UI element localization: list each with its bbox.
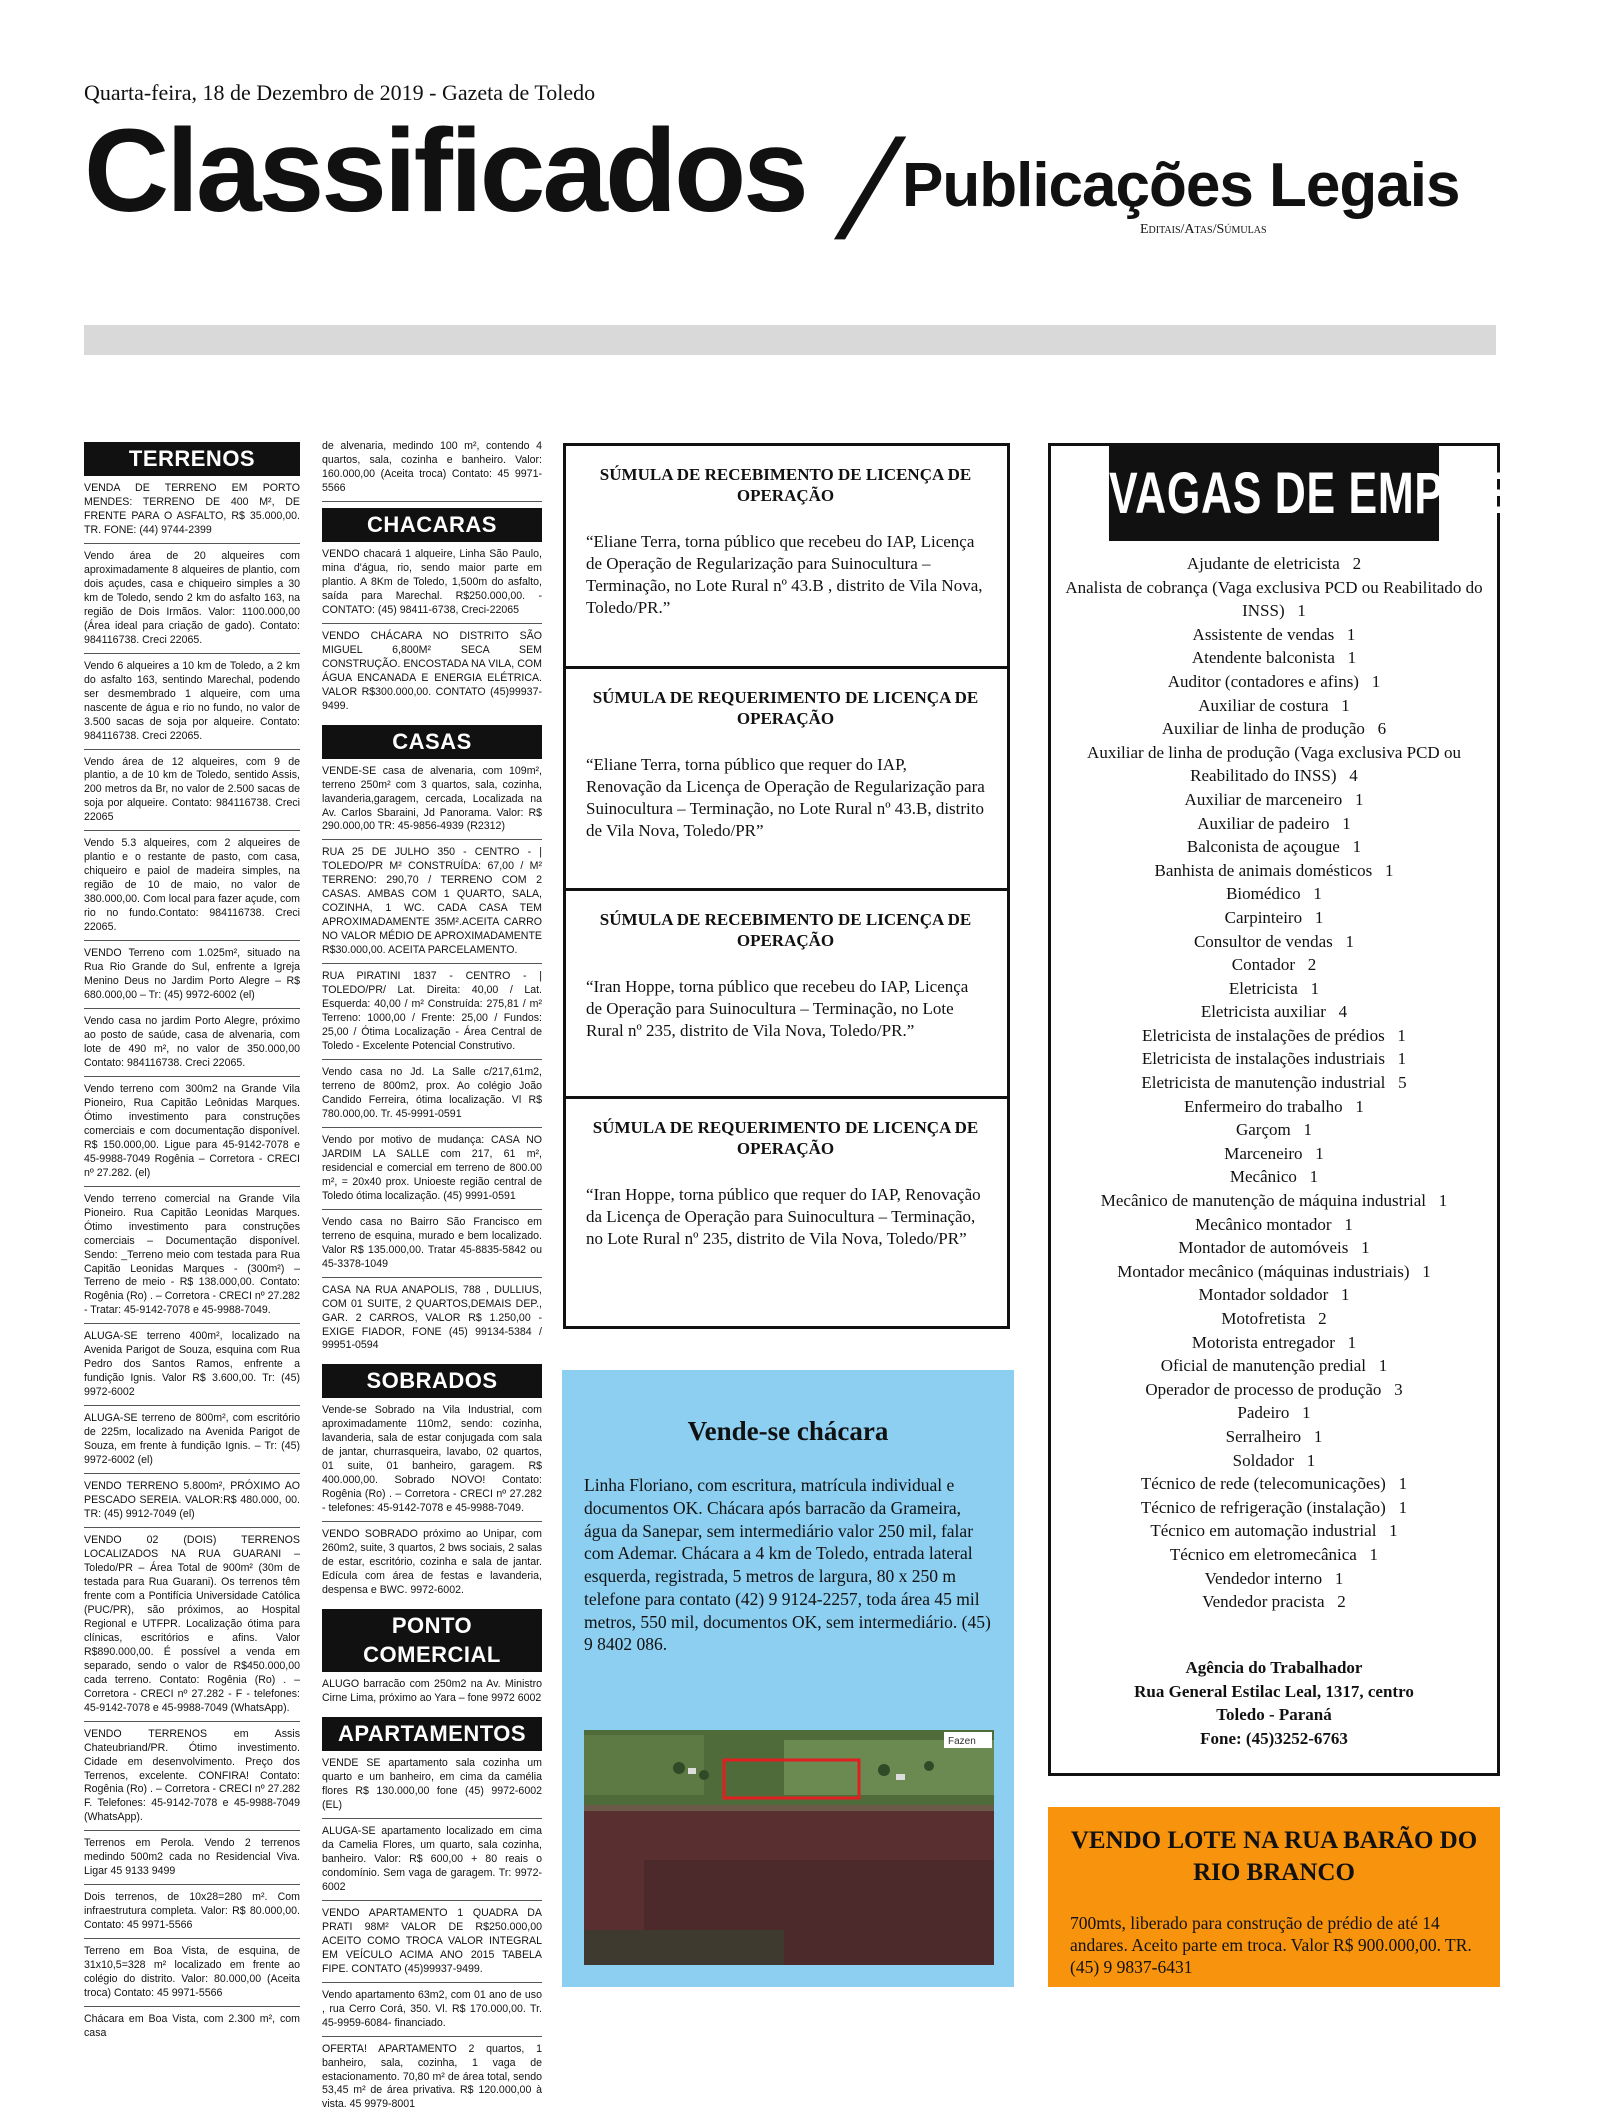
job-vacancy-item: Analista de cobrança (Vaga exclusiva PCD ou Reabilitado do INSS) 1: [1065, 577, 1487, 621]
job-vacancy-item: Eletricista 1: [1228, 978, 1320, 998]
sumula-text: “Eliane Terra, torna público que recebeu do IAP, Licença de Operação de Regularização para Suinocultura – Terminação, no Lote Rural nº 43.B , distrito de Vila Nova, Toledo/PR.”: [586, 531, 983, 617]
classified-ad: Vendo casa no Bairro São Francisco em terreno de esquina, murado e bem localizado. Valor R$ 135.000,00. Tratar 45-8835-5842 ou 45-3378-1049: [322, 1216, 542, 1278]
job-vacancy-item: Eletricista auxiliar 4: [1200, 1002, 1348, 1022]
job-vacancy-item: Auditor (contadores e afins) 1: [1167, 671, 1381, 691]
lote-text: 700mts, liberado para construção de prédio de até 14 andares. Aceito parte em troca. Valor R$ 900.000,00. TR. (45) 9 9837-6431: [1070, 1913, 1472, 1977]
classified-ad: Terreno em Boa Vista, de esquina, de 31x10,5=328 m² localizado em frente ao colégio do distrito. Valor: 80.000,00 (Aceita troca) Contato: 45 9971-5566: [84, 1945, 300, 2007]
job-vacancy-item: Serralheiro 1: [1225, 1426, 1323, 1446]
job-vacancy-item: Auxiliar de marceneiro 1: [1184, 789, 1364, 809]
classified-ad: VENDO 02 (DOIS) TERRENOS LOCALIZADOS NA RUA GUARANI – Toledo/PR – Área Total de 900m² (30m de testada para Rua Guarani). Os terrenos têm frente com a Pontifícia Universidade Católica (PUC/PR), são próximos, ao Hospital Regional e UTFPR. Localização ótima para clínicas, escritórios e afins. Valor R$890.000,00. É possível a venda em separado, sendo o valor de R$450.000,00 cada terreno. Contato: Rogênia (Ro) . – Corretora - CRECI nº 27.282 - F - telefones: 45-9142-7078 e 45-9988-7049 (WhatsApp).: [84, 1534, 300, 1722]
classified-ad: ALUGA-SE apartamento localizado em cima da Camelia Flores, um quarto, sala cozinha, banheiro. Valor: R$ 600,00 + 80 reais o condomínio. Sem vaga de garagem. Tr: 9972-6002: [322, 1825, 542, 1901]
agency-name: Agência do Trabalhador: [1185, 1658, 1363, 1677]
job-vacancy-item: Mecânico de manutenção de máquina industrial 1: [1100, 1191, 1448, 1211]
job-vacancy-item: Técnico em eletromecânica 1: [1169, 1544, 1379, 1564]
job-vacancy-item: Auxiliar de linha de produção (Vaga exclusiva PCD ou Reabilitado do INSS) 4: [1087, 742, 1466, 786]
classified-ad: RUA PIRATINI 1837 - CENTRO - | TOLEDO/PR/ Lat. Direita: 40,00 / Lat. Esquerda: 40,00 / m² Construída: 275,81 / m² Terreno: 1000,00 / Frente: 25,00 / Fundos: 25,00 / Ótima Localização - Área Central de Toledo - Excelente Potencial Construtivo.: [322, 970, 542, 1060]
classified-ad: Vendo 5.3 alqueires, com 2 alqueires de plantio e o restante de pasto, com casa, chiqueiro e paiol de madeira simples, na região de 10 de maio, no valor de 380.000,00. Com local para fazer açude, com rio no fundo.Contato: 984116738. Creci 22065.: [84, 837, 300, 941]
job-vacancy-item: Mecânico montador 1: [1195, 1214, 1353, 1234]
classified-ad: de alvenaria, medindo 100 m², contendo 4 quartos, sala, cozinha e banheiro. Valor: 160.000,00 (Aceita troca) Contato: 45 9971-5566: [322, 440, 542, 502]
job-vacancy-item: Auxiliar de costura 1: [1198, 695, 1350, 715]
apartamentos-list: [322, 1757, 542, 2117]
category-header-ponto-comercial: PONTO COMERCIAL: [322, 1609, 542, 1672]
classified-ad: Vendo terreno com 300m2 na Grande Vila Pioneiro, Rua Capitão Leônidas Marques. Ótimo investimento para construções comerciais e com documentação disponível. R$ 150.000,00. Ligue para 45-9142-7078 e 45-9988-7049 Rogênia – Corretora - CRECI nº 27.282. (el): [84, 1083, 300, 1187]
sumula-notice: [566, 446, 1007, 669]
classified-ad: Vendo casa no Jd. La Salle c/217,61m2, terreno de 800m2, prox. Ao colégio João Candido Ferreira, ótima localização. Vl R$ 780.000,00. Tr. 45-9991-0591: [322, 1066, 542, 1128]
job-vacancy-item: Banhista de animais domésticos 1: [1154, 860, 1394, 880]
vende-se-chacara-ad: [562, 1370, 1014, 1987]
sumula-notice: [566, 669, 1007, 891]
agency-phone: Fone: (45)3252-6763: [1200, 1728, 1348, 1748]
classified-ad: VENDO TERRENO 5.800m², PRÓXIMO AO PESCADO SEREIA. VALOR:R$ 480.000, 00. TR: (45) 9912-7049 (el): [84, 1480, 300, 1528]
classified-ad: Vendo 6 alqueires a 10 km de Toledo, a 2 km do asfalto 163, sentindo Marechal, podendo ser desmembrado 1 alqueire, com uma nascente de água e rio no fundo, no valor de 3.500 sacas de soja por alqueire. Contato: 984116738. Creci 22065.: [84, 660, 300, 750]
sumula-notice: [566, 891, 1007, 1099]
job-vacancy-item: Padeiro 1: [1237, 1403, 1311, 1423]
job-vacancy-item: Mecânico 1: [1229, 1167, 1319, 1187]
category-header-apartamentos: APARTAMENTOS: [322, 1717, 542, 1751]
classified-ad: Vende-se Sobrado na Vila Industrial, com aproximadamente 110m2, sendo: cozinha, lavanderia, sala de estar conjugada com sala de jantar, churrasqueira, lavabo, 02 quartos, 01 suite, 01 banheiro, garagem. R$ 400.000,00. Sobrado NOVO! Contato: Rogênia (Ro) . – Corretora - CRECI nº 27.282 - telefones: 45-9142-7078 e 45-9988-7049.: [322, 1404, 542, 1522]
agency-address: Rua General Estilac Leal, 1317, centro: [1134, 1681, 1414, 1701]
header-divider-bar: [84, 325, 1496, 355]
sumula-title: SÚMULA DE REQUERIMENTO DE LICENÇA DE OPERAÇÃO: [592, 688, 979, 729]
job-vacancy-item: Motofretista 2: [1221, 1309, 1327, 1328]
classified-ad: Dois terrenos, de 10x28=280 m². Com infraestrutura completa. Valor: R$ 80.000,00. Contato: 45 9971-5566: [84, 1891, 300, 1939]
classified-ad: ALUGA-SE terreno de 800m², com escritório de 225m, localizado na Avenida Parigot de Souza, em frente à fundição Ignis. – Tr: (45) 9972-6002 (el): [84, 1412, 300, 1474]
vende-se-title: Vende-se chácara: [687, 1416, 889, 1446]
category-header-chacaras: CHACARAS: [322, 508, 542, 542]
classified-ad: Vendo terreno comercial na Grande Vila Pioneiro. Rua Capitão Leonidas Marques. Ótimo investimento para construções comerciais – Documentação disponível. Sendo: _Terreno meio com testada para Rua Capitão Leonidas Marques - (300m²) – Terreno de meio - R$ 138.000,00. Contato: Rogênia (Ro) . – Corretora - CRECI nº 27.282 - Tratar: 45-9142-7078 e 45-9988-7049.: [84, 1193, 300, 1325]
classified-ad: VENDO APARTAMENTO 1 QUADRA DA PRATI 98M² VALOR DE R$250.000,00 ACEITO COMO TROCA VALOR INTEGRAL EM VEÍCULO ACIMA ANO 2015 TABELA FIPE. CONTATO (45)99937-9499.: [322, 1907, 542, 1983]
job-vacancy-item: Técnico em automação industrial 1: [1150, 1521, 1398, 1541]
sumula-text: “Iran Hoppe, torna público que recebeu do IAP, Licença de Operação para Suinocultura – Terminação, no Lote Rural nº 235, distrito de Vila Nova, Toledo/PR.”: [586, 976, 969, 1040]
classified-ad: Vendo área de 12 alqueires, com 9 de plantio, a de 10 km de Toledo, sentido Assis, 200 metros da Br, no valor de 2.500 sacas de soja por alqueire. Contato: 984116738. Creci 22065: [84, 756, 300, 832]
terrenos-list: [84, 482, 300, 2046]
classified-ad: Vendo casa no jardim Porto Alegre, próximo ao posto de saúde, casa de alvenaria, com lote de 490 m², no valor de 350.000,00 Contato: 984116738. Creci 22065.: [84, 1015, 300, 1077]
ponto-comercial-list: [322, 1678, 542, 1711]
classified-ad: VENDO TERRENOS em Assis Chateubriand/PR. Ótimo investimento. Cidade em desenvolvimento. Preço dos Terrenos, excelente. CONFIRA! Contato: Rogênia (Ro) . – Corretora - CRECI nº 27.282 F. Telefones: 45-9142-7078 e 45-9988-7049 (WhatsApp).: [84, 1728, 300, 1832]
classified-ad: ALUGO barracão com 250m2 na Av. Ministro Cirne Lima, próximo ao Yara – fone 9972 6002: [322, 1678, 542, 1705]
job-vacancy-item: Operador de processo de produção 3: [1145, 1379, 1403, 1399]
job-vacancy-item: Assistente de vendas 1: [1192, 624, 1356, 644]
classifieds-column-2: [322, 440, 542, 2123]
job-vacancy-item: Vendedor interno 1: [1204, 1568, 1344, 1588]
classified-ad: CASA NA RUA ANAPOLIS, 788 , DULLIUS, COM 01 SUITE, 2 QUARTOS,DEMAIS DEP., GAR. 2 CARROS, VALOR R$ 1.250,00 - EXIGE FIADOR, FONE (45) 99134-5384 / 99951-0594: [322, 1283, 542, 1352]
vagas-title: VAGAS DE EMPREGO: [1109, 446, 1439, 541]
vende-se-text: Linha Floriano, com escritura, matrícula individual e documentos OK. Chácara após barracão da Grameira, água da Sanepar, sem intermediário valor 250 mil, falar com Ademar. Chácara a 4 km de Toledo, entrada lateral esquerda, registrada, 5 metros de largura, 80 x 250 m telefone para contato (42) 9 9124-2257, toda área 45 mil metros, 550 mil, documentos OK, sem intermediário. (45) 9 8402 086.: [584, 1475, 991, 1655]
category-header-terrenos: TERRENOS: [84, 442, 300, 476]
vagas-footer: [1051, 1656, 1497, 1750]
category-header-sobrados: SOBRADOS: [322, 1364, 542, 1398]
classified-ad: VENDO chacará 1 alqueire, Linha São Paulo, mina d'água, rio, sendo maior parte em plantio. A 8Km de Toledo, 1,500m do asfalto, saída para Marechal. R$250.000,00. - CONTATO: (45) 98411-6738, Creci-22065: [322, 548, 542, 624]
classified-ad: Vendo apartamento 63m2, com 01 ano de uso , rua Cerro Corá, 350. Vl. R$ 170.000,00. Tr. 45-9959-6084- financiado.: [322, 1989, 542, 2037]
page-subtitle: Publicações Legais: [902, 151, 1460, 220]
job-vacancy-item: Montador de automóveis 1: [1178, 1238, 1370, 1258]
agency-city: Toledo - Paraná: [1216, 1705, 1332, 1724]
job-vacancy-item: Técnico de rede (telecomunicações) 1: [1140, 1474, 1408, 1494]
job-vacancy-item: Contador 2: [1231, 955, 1317, 975]
job-vacancy-item: Soldador 1: [1232, 1450, 1316, 1470]
classified-ad: VENDO Terreno com 1.025m², situado na Rua Rio Grande do Sul, enfrente a Igreja Menino Deus no Jardim Porto Alegre – R$ 680.000,00 – Tr: (45) 9972-6002 (el): [84, 947, 300, 1009]
classified-ad: VENDE-SE casa de alvenaria, com 109m², terreno 250m² com 3 quartos, sala, cozinha, lavanderia,garagem, cercada, Localizada na Av. Carlos Sbaraini, Jd Panorama. Valor: R$ 290.000,00 TR: 45-9856-4939 (R2312): [322, 765, 542, 841]
job-vacancy-item: Oficial de manutenção predial 1: [1160, 1356, 1388, 1376]
casas-list: [322, 765, 542, 1359]
job-vacancy-item: Marceneiro 1: [1224, 1143, 1324, 1163]
category-header-casas: CASAS: [322, 725, 542, 759]
classified-ad: Chácara em Boa Vista, com 2.300 m², com casa: [84, 2013, 300, 2040]
job-vacancy-item: Auxiliar de padeiro 1: [1197, 813, 1351, 833]
vagas-de-emprego-box: [1048, 443, 1574, 1776]
title-slash: /: [824, 111, 915, 268]
classified-ad: VENDO SOBRADO próximo ao Unipar, com 260m2, suite, 3 quartos, 2 bws sociais, 2 salas de estar, escritório, cozinha e sala de jantar. Edícula com área de festas e lavanderia, despensa e BWC. 9972-6002.: [322, 1528, 542, 1597]
classified-ad: RUA 25 DE JULHO 350 - CENTRO - | TOLEDO/PR M² CONSTRUÍDA: 67,00 / M² TERRENO: 290,70 / TERRENO COM 2 CASAS. AMBAS COM 1 QUARTO, SALA, COZINHA, 1 WC. CADA CASA TEM APROXIMADAMENTE 35M².ACEITA CARRO NO VALOR MÉDIO DE APROXIMADAMENTE R$30.000,00. ACEITA PARCELAMENTO.: [322, 846, 542, 964]
job-vacancy-item: Ajudante de eletricista 2: [1186, 554, 1362, 573]
vagas-list: [1059, 552, 1489, 1614]
job-vacancy-item: Motorista entregador 1: [1191, 1332, 1357, 1352]
job-vacancy-item: Atendente balconista 1: [1191, 648, 1357, 668]
classified-ad: VENDO CHÁCARA NO DISTRITO SÃO MIGUEL 6,800M² SECA SEM CONSTRUÇÃO. ENCOSTADA NA VILA, COM ÁGUA ENCANADA E ENERGIA ELÉTRICA. VALOR R$300.000,00. CONTATO (45)99937-9499.: [322, 629, 542, 712]
sumulas-box: [563, 443, 1010, 1329]
classified-ad: OFERTA! APARTAMENTO 2 quartos, 1 banheiro, sala, cozinha, 1 vaga de estacionamento. 70,80 m² de área total, sendo 53,45 m² de área privativa. R$ 120.000,00 à vista. 45 9979-8001: [322, 2042, 542, 2111]
job-vacancy-item: Técnico de refrigeração (instalação) 1: [1140, 1497, 1408, 1517]
job-vacancy-item: Balconista de açougue 1: [1186, 837, 1362, 857]
vendo-lote-ad: [1048, 1807, 1500, 1987]
lote-title: VENDO LOTE NA RUA BARÃO DO RIO BRANCO: [1070, 1827, 1478, 1886]
dateline: Quarta-feira, 18 de Dezembro de 2019 - Gazeta de Toledo: [84, 80, 596, 105]
job-vacancy-item: Eletricista de instalações industriais 1: [1141, 1049, 1407, 1069]
classified-ad: Vendo por motivo de mudança: CASA NO JARDIM LA SALLE com 217, 61 m², residencial e comercial em terreno de 800.00 m², = 20x40 prox. Unioeste região central de Toledo ótima localização. (45) 9991-0591: [322, 1134, 542, 1210]
chacaras-list: [322, 548, 542, 719]
sumula-text: “Iran Hoppe, torna público que requer do IAP, Renovação da Licença de Operação para Suinocultura – Terminação, no Lote Rural nº 235, distrito de Vila Nova, Toledo/PR”: [586, 1184, 981, 1248]
title-tagline: Editais/Atas/Súmulas: [1140, 222, 1267, 237]
classifieds-column-1: [84, 440, 300, 2052]
job-vacancy-item: Vendedor pracista 2: [1202, 1592, 1346, 1612]
sobrados-list: [322, 1404, 542, 1603]
classified-ad: VENDE SE apartamento sala cozinha um quarto e um banheiro, em cima da camélia flores R$ 130.000,00 fone (45) 9972-6002 (EL): [322, 1757, 542, 1819]
job-vacancy-item: Eletricista de manutenção industrial 5: [1141, 1073, 1407, 1093]
classified-ad: VENDA DE TERRENO EM PORTO MENDES: TERRENO DE 400 M², DE FRENTE PARA O ASFALTO, R$ 35.000,00. TR. FONE: (44) 9744-2399: [84, 482, 300, 544]
classified-ad: Terrenos em Perola. Vendo 2 terrenos medindo 500m2 cada no Residencial Viva. Ligar 45 9133 9499: [84, 1837, 300, 1885]
job-vacancy-item: Montador mecânico (máquinas industriais) 1: [1117, 1261, 1431, 1281]
job-vacancy-item: Garçom 1: [1235, 1120, 1312, 1140]
job-vacancy-item: Consultor de vendas 1: [1193, 931, 1355, 951]
sumula-title: SÚMULA DE RECEBIMENTO DE LICENÇA DE OPERAÇÃO: [599, 465, 972, 506]
map-label: Fazen: [948, 1736, 976, 1747]
classified-ad: ALUGA-SE terreno 400m², localizado na Avenida Parigot de Souza, esquina com Rua Pedro dos Santos Ramos, enfrente a fundição Ignis. Valor R$ 3.600,00. Tr: (45) 9972-6002: [84, 1330, 300, 1406]
job-vacancy-item: Auxiliar de linha de produção 6: [1161, 719, 1387, 739]
satellite-map-graphic: [584, 1730, 994, 1965]
sumula-notice: [566, 1099, 1007, 1326]
job-vacancy-item: Biomédico 1: [1226, 884, 1322, 904]
classified-ad: Vendo área de 20 alqueires com aproximadamente 8 alqueires de plantio, com dois açudes, casa e chiqueiro simples a 30 km de Toledo, sendo 2 km do asfalto 163, na região de Dois Irmãos. Valor: 1100.000,00 (Área ideal para criação de gado). Contato: 984116738. Creci 22065.: [84, 550, 300, 654]
job-vacancy-item: Eletricista de instalações de prédios 1: [1142, 1025, 1406, 1045]
job-vacancy-item: Enfermeiro do trabalho 1: [1184, 1096, 1364, 1116]
sumula-title: SÚMULA DE REQUERIMENTO DE LICENÇA DE OPERAÇÃO: [592, 1118, 979, 1159]
job-vacancy-item: Montador soldador 1: [1198, 1285, 1350, 1305]
sumula-text: “Eliane Terra, torna público que requer do IAP, Renovação da Licença de Operação de Regularização para Suinocultura – Terminação, no Lote Rural nº 43.B, distrito de Vila Nova, Toledo/PR”: [586, 754, 985, 840]
page-title: Classificados: [84, 105, 806, 237]
job-vacancy-item: Carpinteiro 1: [1224, 907, 1324, 927]
satellite-map-image: [584, 1730, 994, 1965]
sumula-title: SÚMULA DE RECEBIMENTO DE LICENÇA DE OPERAÇÃO: [599, 910, 972, 951]
